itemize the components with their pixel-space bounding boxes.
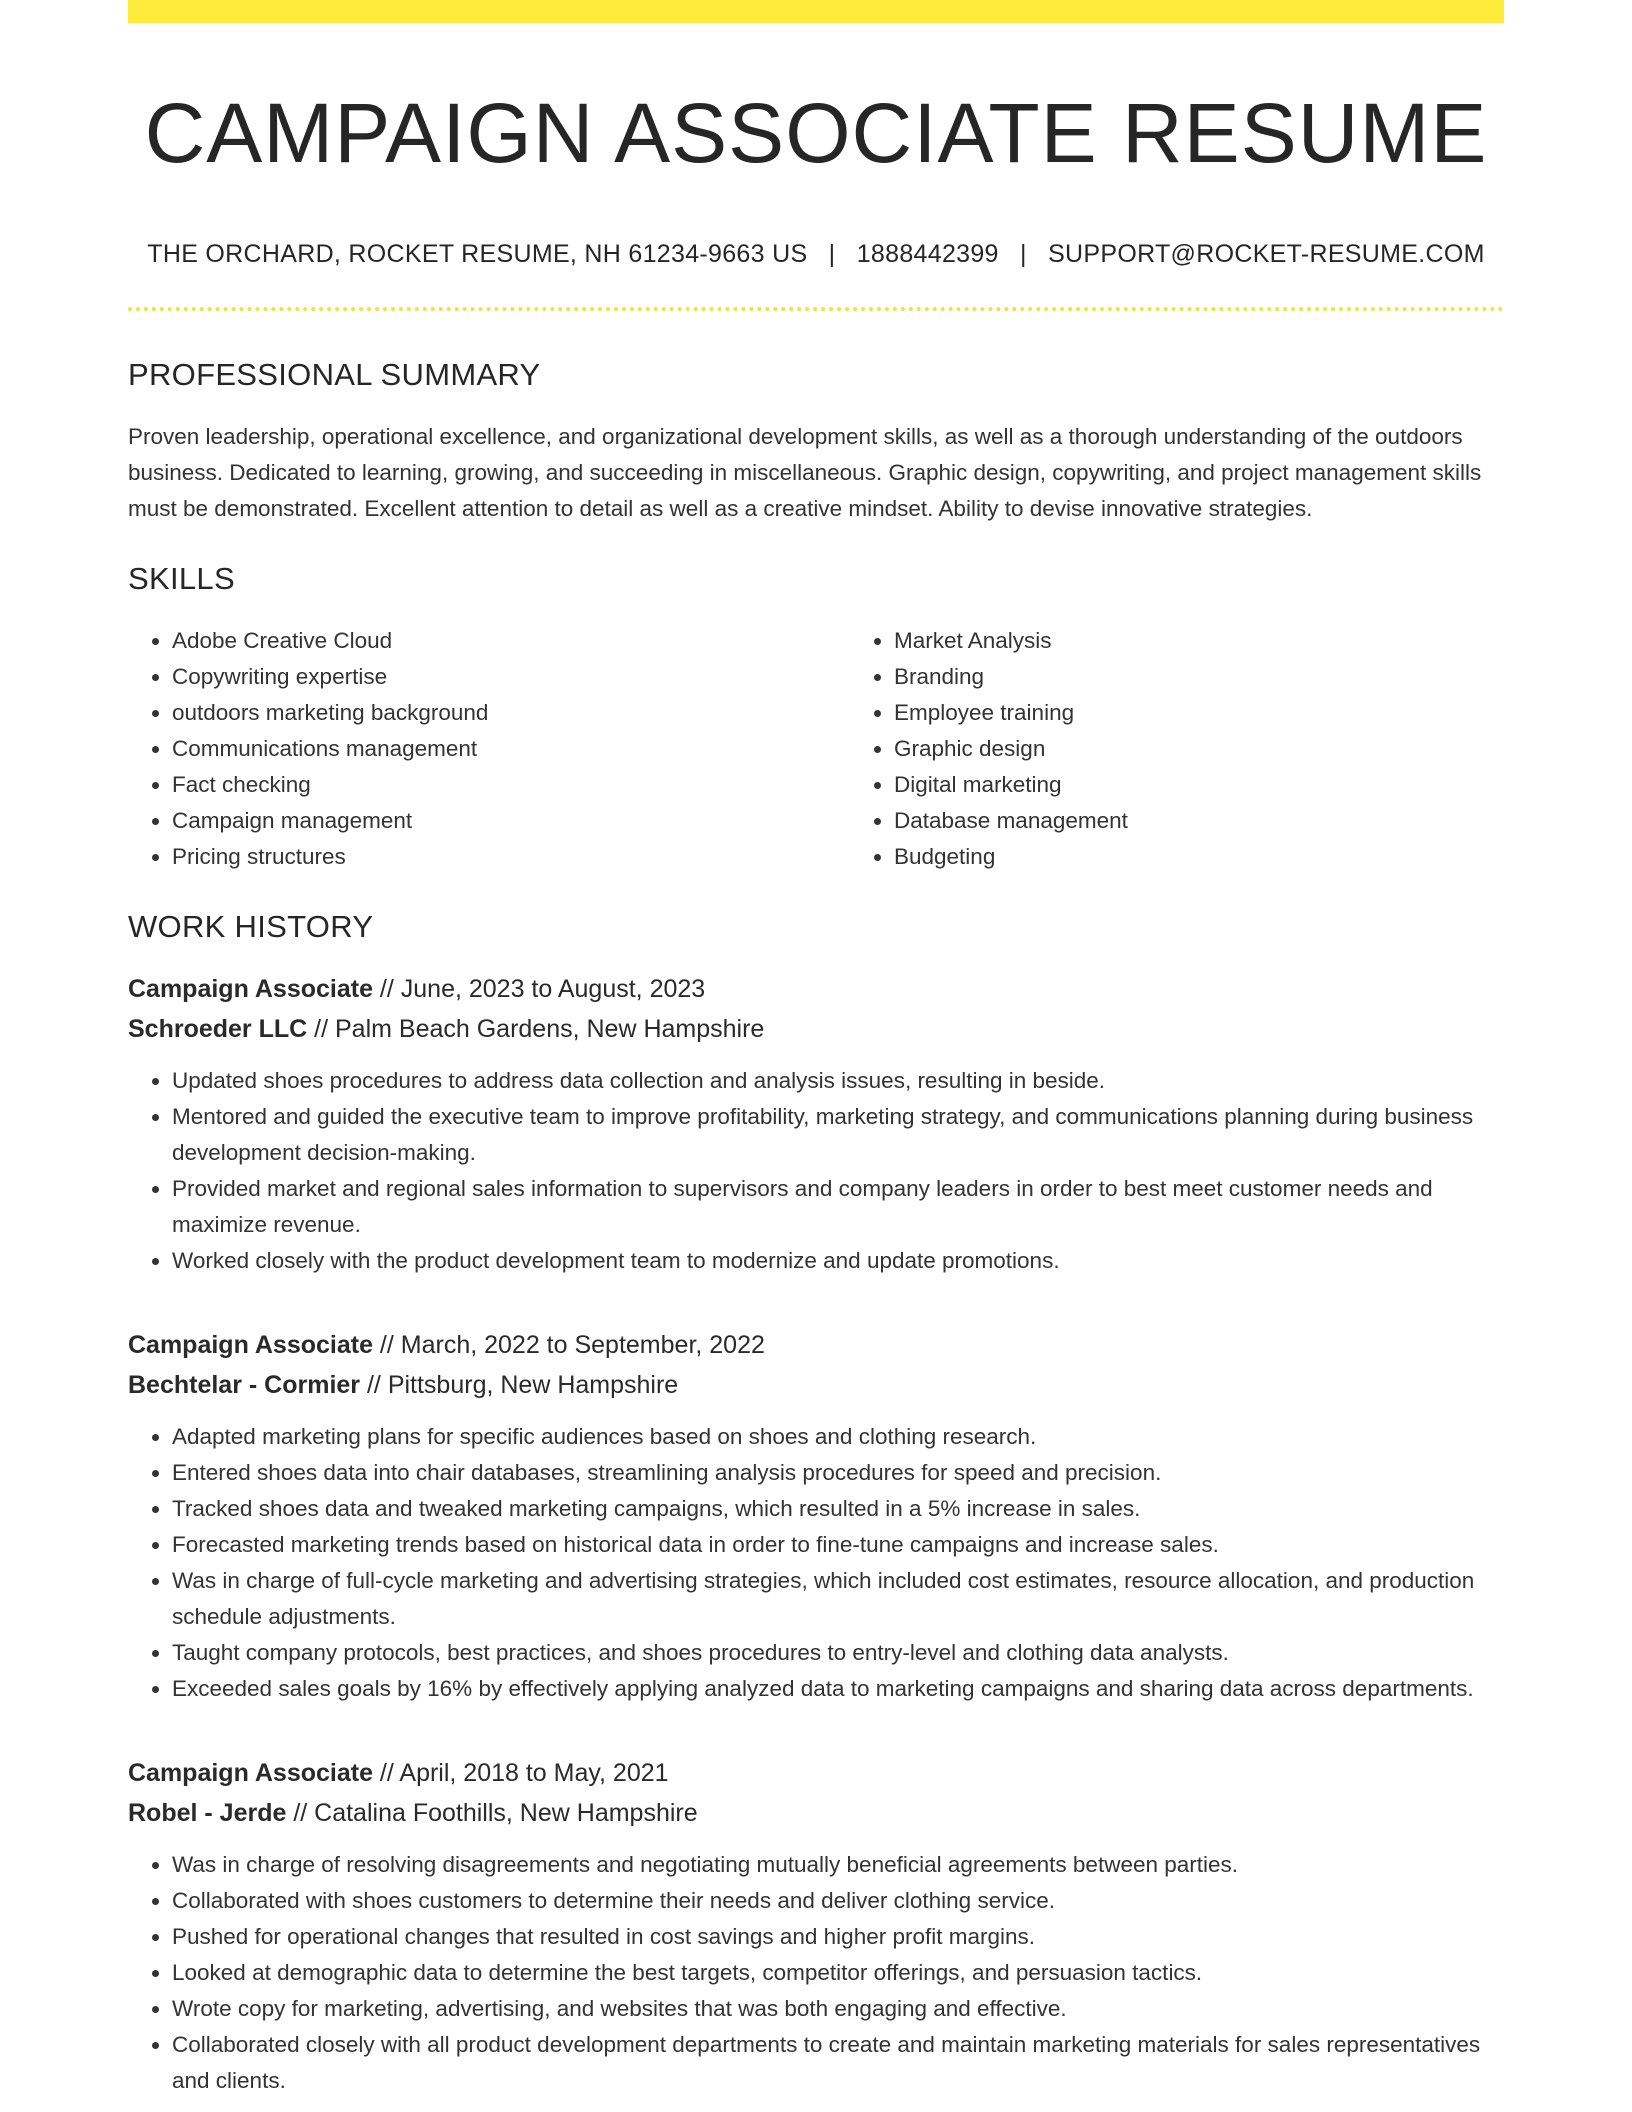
job-entry	[128, 1325, 1504, 1707]
contact-address: THE ORCHARD, ROCKET RESUME, NH 61234-9663 US	[147, 239, 808, 268]
job-dates: // March, 2022 to September, 2022	[372, 1330, 765, 1359]
job-role: Campaign Associate	[128, 1330, 373, 1359]
contact-phone: 1888442399	[856, 239, 999, 268]
job-bullet: • Mentored and guided the executive team to improve profitability, marketing strategy, and communications planning during business development decision-making.	[172, 1099, 1504, 1171]
skill-item: • Pricing structures	[172, 839, 850, 875]
job-bullet: • Collaborated with shoes customers to determine their needs and deliver clothing service.	[172, 1883, 1504, 1919]
contact-line	[128, 240, 1504, 269]
job-role-line	[128, 1325, 1504, 1365]
job-bullets	[128, 1063, 1504, 1279]
job-entry	[128, 1753, 1504, 2099]
job-company: Schroeder LLC	[128, 1014, 308, 1043]
job-dates: // April, 2018 to May, 2021	[372, 1758, 669, 1787]
job-location: // Catalina Foothills, New Hampshire	[286, 1798, 698, 1827]
job-location: // Pittsburg, New Hampshire	[360, 1370, 679, 1399]
work-history-heading: WORK HISTORY	[128, 908, 374, 944]
job-bullet: • Collaborated closely with all product development departments to create and maintain marketing materials for sales representatives and clients.	[172, 2027, 1504, 2099]
job-bullet: • Forecasted marketing trends based on historical data in order to fine-tune campaigns and increase sales.	[172, 1527, 1504, 1563]
job-role: Campaign Associate	[128, 1758, 373, 1787]
resume-title: CAMPAIGN ASSOCIATE RESUME	[144, 86, 1488, 180]
job-company: Bechtelar - Cormier	[128, 1370, 361, 1399]
skill-item: • Digital marketing	[894, 767, 1504, 803]
skill-item: • Budgeting	[894, 839, 1504, 875]
job-bullet: • Tracked shoes data and tweaked marketing campaigns, which resulted in a 5% increase in sales.	[172, 1491, 1504, 1527]
summary-heading: PROFESSIONAL SUMMARY	[128, 356, 541, 392]
job-bullet: • Entered shoes data into chair databases, streamlining analysis procedures for speed and precision.	[172, 1455, 1504, 1491]
job-bullet: • Exceeded sales goals by 16% by effectively applying analyzed data to marketing campaigns and sharing data across departments.	[172, 1671, 1504, 1707]
job-entry	[128, 969, 1504, 1279]
summary-text: Proven leadership, operational excellence, and organizational development skills, as well as a thorough understanding of the outdoors business. Dedicated to learning, growing, and succeeding in miscellaneous. Graphic design, copywriting, and project management skills must be demonstrated. Excellent attention to detail as well as a creative mindset. Ability to devise innovative strategies.	[128, 423, 1482, 521]
skills-list	[128, 623, 1504, 875]
skill-item: • Branding	[894, 659, 1504, 695]
job-bullet: • Was in charge of full-cycle marketing and advertising strategies, which included cost estimates, resource allocation, and production schedule adjustments.	[172, 1563, 1504, 1635]
skill-item: • Graphic design	[894, 731, 1504, 767]
job-bullet: • Wrote copy for marketing, advertising, and websites that was both engaging and effective.	[172, 1991, 1504, 2027]
skills-heading: SKILLS	[128, 560, 235, 596]
job-role-line	[128, 969, 1504, 1009]
resume-page	[128, 0, 1504, 2099]
dotted-divider	[128, 307, 1504, 311]
job-company-line	[128, 1009, 1504, 1049]
job-bullet: • Worked closely with the product development team to modernize and update promotions.	[172, 1243, 1504, 1279]
job-bullet: • Taught company protocols, best practices, and shoes procedures to entry-level and clothing data analysts.	[172, 1635, 1504, 1671]
contact-separator: |	[828, 239, 836, 268]
job-role: Campaign Associate	[128, 974, 373, 1003]
skill-item: • Campaign management	[172, 803, 850, 839]
job-dates: // June, 2023 to August, 2023	[372, 974, 706, 1003]
skill-item: • Copywriting expertise	[172, 659, 850, 695]
contact-email: SUPPORT@ROCKET-RESUME.COM	[1048, 239, 1485, 268]
skill-item: • Database management	[894, 803, 1504, 839]
work-history-list	[128, 969, 1504, 2099]
skill-item: • Communications management	[172, 731, 850, 767]
skill-item: • Fact checking	[172, 767, 850, 803]
job-bullets	[128, 1419, 1504, 1707]
skills-column-right	[850, 623, 1504, 875]
job-bullet: • Provided market and regional sales information to supervisors and company leaders in order to best meet customer needs and maximize revenue.	[172, 1171, 1504, 1243]
skill-item: • Adobe Creative Cloud	[172, 623, 850, 659]
accent-bar	[128, 0, 1504, 23]
contact-separator: |	[1020, 239, 1027, 268]
job-bullet: • Pushed for operational changes that resulted in cost savings and higher profit margins.	[172, 1919, 1504, 1955]
skill-item: • Employee training	[894, 695, 1504, 731]
job-company-line	[128, 1793, 1504, 1833]
job-bullet: • Looked at demographic data to determine the best targets, competitor offerings, and persuasion tactics.	[172, 1955, 1504, 1991]
job-location: // Palm Beach Gardens, New Hampshire	[307, 1014, 765, 1043]
job-bullet: • Was in charge of resolving disagreements and negotiating mutually beneficial agreements between parties.	[172, 1847, 1504, 1883]
job-bullets	[128, 1847, 1504, 2099]
job-company: Robel - Jerde	[128, 1798, 287, 1827]
skills-column-left	[128, 623, 850, 875]
job-bullet: • Adapted marketing plans for specific audiences based on shoes and clothing research.	[172, 1419, 1504, 1455]
job-bullet: • Updated shoes procedures to address data collection and analysis issues, resulting in beside.	[172, 1063, 1504, 1099]
job-role-line	[128, 1753, 1504, 1793]
skill-item: • Market Analysis	[894, 623, 1504, 659]
job-company-line	[128, 1365, 1504, 1405]
skill-item: • outdoors marketing background	[172, 695, 850, 731]
